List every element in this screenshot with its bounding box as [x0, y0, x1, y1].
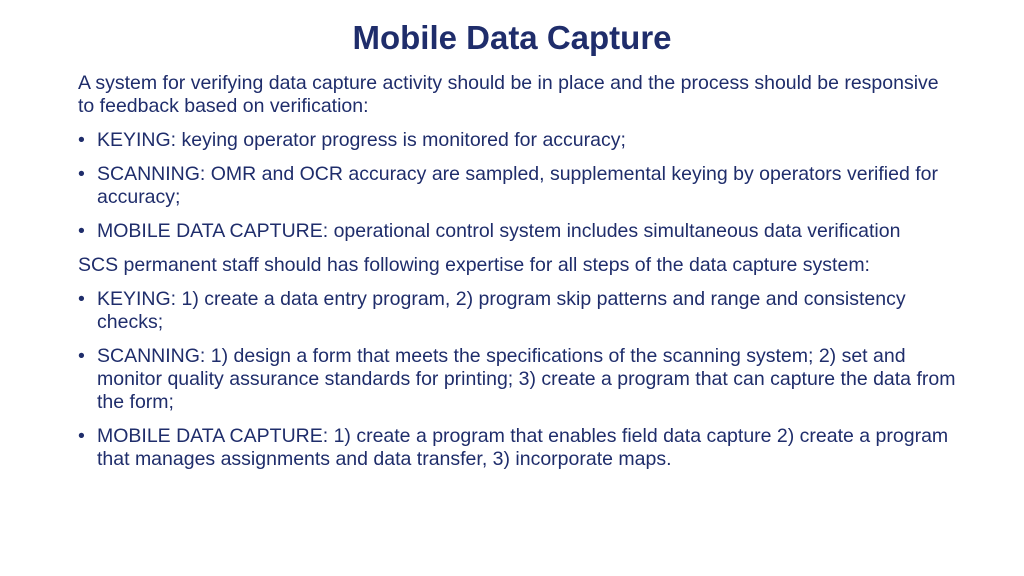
bullet-dot: • — [78, 425, 85, 447]
bullet-item — [78, 220, 958, 243]
bullet-dot: • — [78, 163, 85, 185]
intro-paragraph-verification: A system for verifying data capture activity should be in place and the process should be responsive to feedback based on verification: — [78, 72, 939, 117]
bullet-dot: • — [78, 345, 85, 367]
bullet-item — [78, 425, 958, 471]
bullet-item — [78, 345, 958, 414]
bullet-text: MOBILE DATA CAPTURE: 1) create a program that enables field data capture 2) create a program that manages assignments and data transfer, 3) incorporate maps. — [97, 425, 949, 470]
bullet-text: KEYING: 1) create a data entry program, 2) program skip patterns and range and consistency checks; — [97, 288, 906, 333]
slide-title: Mobile Data Capture — [352, 19, 672, 56]
bullet-text: SCANNING: 1) design a form that meets the specifications of the scanning system; 2) set and monitor quality assurance standards for printing; 3) create a program that can capture the data from the form; — [97, 345, 956, 413]
bullet-item — [78, 288, 958, 334]
bullet-item — [78, 163, 958, 209]
bullet-text: MOBILE DATA CAPTURE: operational control system includes simultaneous data verification — [97, 220, 901, 242]
intro-paragraph-expertise: SCS permanent staff should has following expertise for all steps of the data capture system: — [78, 254, 870, 276]
bullet-item — [78, 129, 958, 152]
bullet-dot: • — [78, 220, 85, 242]
slide-body — [78, 72, 958, 482]
bullet-text: KEYING: keying operator progress is monitored for accuracy; — [97, 129, 626, 151]
bullet-dot: • — [78, 288, 85, 310]
bullet-text: SCANNING: OMR and OCR accuracy are sampled, supplemental keying by operators verified for accuracy; — [97, 163, 939, 208]
bullet-dot: • — [78, 129, 85, 151]
